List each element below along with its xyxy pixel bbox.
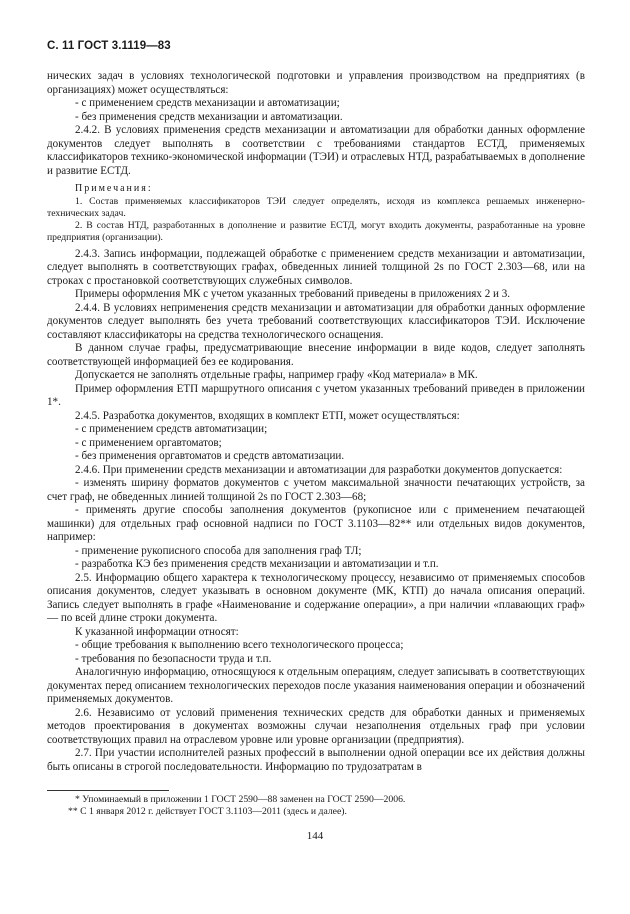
paragraph: 2.4.6. При применении средств механизации и автоматизации для разработки документов допускается: [75, 463, 563, 476]
note-item: 1. Состав применяемых классификаторов ТЭИ следует определять, исходя из комплекса решаемых инженерно-технических задач. [47, 195, 585, 219]
list-item: - с применением средств механизации и автоматизации; [75, 97, 340, 109]
note-item: 2. В состав НТД, разработанных в дополнение и развитие ЕСТД, могут входить документы, разработанные на уровне предприятия (организации). [47, 219, 585, 243]
list-item: - без применения средств механизации и автоматизации. [75, 110, 343, 123]
footnote-divider [47, 790, 169, 791]
list-item: - требования по безопасности труда и т.п. [75, 652, 272, 665]
list-item: - разработка КЭ без применения средств механизации и автоматизации и т.п. [75, 558, 439, 570]
paragraph: 2.7. При участии исполнителей разных профессий в выполнении одной операции все их действия должны быть описаны в строгой последовательности. Информацию по трудозатратам в [47, 747, 585, 773]
paragraph: 2.4.4. В условиях неприменения средств механизации и автоматизации для обработки данных оформление документов следует выполнять без учета требований соответствующих классификаторов ТЭИ. Исключение составляют классификаторы на средства технологического оснащения. [47, 301, 585, 341]
paragraph: 2.5. Информацию общего характера к технологическому процессу, независимо от применяемых способов описания документов, следует указывать в основном документе (МК, КТП) до начала описания операций. Запись следует выполнять в графе «Наименование и содержание операции», а при наличии «плавающих граф» — по всей длине строки документа. [47, 571, 585, 624]
page-header: С. 11 ГОСТ 3.1119—83 [47, 40, 171, 52]
paragraph: В данном случае графы, предусматривающие внесение информации в виде кодов, следует заполнять соответствующей информацией без ее кодирования. [47, 342, 585, 368]
paragraph: Пример оформления ЕТП маршрутного описания с учетом указанных требований приведен в приложении 1*. [47, 382, 585, 408]
paragraph: Допускается не заполнять отдельные графы, например графу «Код материала» в МК. [75, 369, 478, 381]
paragraph: нических задач в условиях технологической подготовки и управления производством на предприятиях (в организациях) может осуществляться: [47, 70, 585, 96]
paragraph: 2.6. Независимо от условий применения технических средств для обработки данных и применяемых методов проектирования в документах возможны случаи незаполнения отдельных граф при условии соответствующих правил на отраслевом уровне или уровне организации (предприятия). [47, 706, 585, 746]
footnote: ** С 1 января 2012 г. действует ГОСТ 3.1103—2011 (здесь и далее). [68, 806, 347, 817]
footnotes [47, 794, 585, 818]
list-item: - без применения оргавтоматов и средств автоматизации. [75, 450, 345, 462]
footnote: * Упоминаемый в приложении 1 ГОСТ 2590—88 заменен на ГОСТ 2590—2006. [75, 794, 406, 805]
list-item: - с применением оргавтоматов; [75, 436, 222, 449]
list-item: - применение рукописного способа для заполнения граф ТЛ; [75, 544, 362, 557]
paragraph: 2.4.3. Запись информации, подлежащей обработке с применением средств механизации и автоматизации, следует выполнять в соответствующих графах, обведенных линией толщиной 2s по ГОСТ 2.303—68, или на строках с простановкой соответствующих служебных символов. [47, 247, 585, 287]
list-item: - применять другие способы заполнения документов (рукописное или с применением печатающей машинки) для отдельных граф основной надписи по ГОСТ 3.1103—82** или отдельных видов документов, например: [47, 504, 585, 543]
paragraph: Примеры оформления МК с учетом указанных требований приведены в приложениях 2 и 3. [75, 288, 511, 300]
paragraph: К указанной информации относят: [75, 625, 239, 638]
paragraph: 2.4.5. Разработка документов, входящих в комплект ЕТП, может осуществляться: [75, 409, 460, 422]
paragraph: 2.4.2. В условиях применения средств механизации и автоматизации для обработки данных оформление документов следует выполнять в соответствии с требованиями стандартов ЕСТД, применяемых классификаторов технико-экономической информации (ТЭИ) и отраслевых НТД, разрабатываемых в дополнение и развитие ЕСТД. [47, 124, 585, 177]
main-text [47, 70, 585, 774]
notes-heading: Примечания: [75, 183, 153, 194]
list-item: - изменять ширину форматов документов с учетом максимальной значности печатающих устройств, за счет граф, не обведенных линией толщиной 2s по ГОСТ 2.303—68; [47, 477, 585, 503]
page-number: 144 [306, 830, 324, 842]
list-item: - общие требования к выполнению всего технологического процесса; [75, 639, 404, 651]
paragraph: Аналогичную информацию, относящуюся к отдельным операциям, следует записывать в соответствующих документах перед описанием технологических переходов после указания наименования операции и обозначений применяемых документов. [47, 666, 585, 705]
list-item: - с применением средств автоматизации; [75, 423, 268, 435]
